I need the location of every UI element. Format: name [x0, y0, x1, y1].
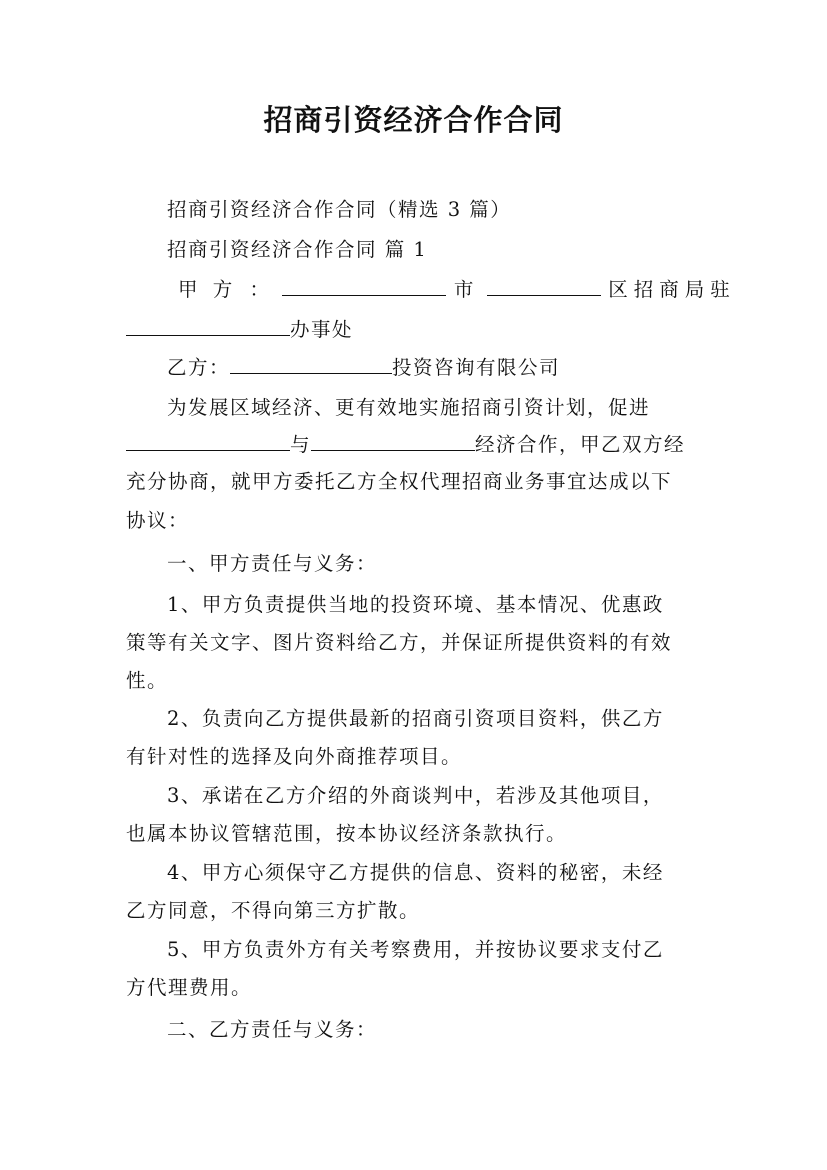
section-2-heading: 二、乙方责任与义务：: [167, 1018, 378, 1041]
party-a-char-2: 方: [212, 278, 234, 301]
party-a-office-blank: [126, 313, 290, 336]
party-a-office-label: 办事处: [290, 318, 354, 341]
party-a-colon: ：: [249, 278, 271, 301]
item-3-line-a: 3、承诺在乙方介绍的外商谈判中，若涉及其他项目，: [167, 784, 664, 807]
item-1-line-b: 策等有关文字、图片资料给乙方，并保证所提供资料的有效: [126, 631, 673, 654]
document-title: 招商引资经济合作合同: [263, 103, 564, 137]
article-heading: 招商引资经济合作合同 篇 1: [167, 238, 428, 261]
intro-line-4: 协议：: [126, 509, 190, 532]
party-a-char-1: 甲: [178, 278, 200, 301]
subtitle-line: 招商引资经济合作合同（精选 3 篇）: [167, 198, 512, 221]
party-b-label: 乙方：: [167, 356, 231, 379]
item-4-line-a: 4、甲方心须保守乙方提供的信息、资料的秘密，未经: [167, 861, 664, 884]
intro-line-3: 充分协商，就甲方委托乙方全权代理招商业务事宜达成以下: [126, 470, 673, 493]
item-5-line-a: 5、甲方负责外方有关考察费用，并按协议要求支付乙: [167, 938, 664, 961]
party-a-office-line: [126, 312, 706, 348]
party-a-name-blank: [282, 273, 446, 296]
party-b-blank: [230, 351, 392, 374]
party-a-city-label: 市: [453, 278, 475, 301]
item-2-line-b: 有针对性的选择及向外商推荐项目。: [126, 745, 463, 768]
party-b-company-label: 投资咨询有限公司: [392, 356, 561, 379]
party-a-line: [178, 272, 736, 308]
party-a-district-label: 区招商局驻: [608, 278, 736, 301]
item-5-line-b: 方代理费用。: [126, 976, 253, 999]
section-1-heading: 一、甲方责任与义务：: [167, 552, 378, 575]
item-1-line-a: 1、甲方负责提供当地的投资环境、基本情况、优惠政: [167, 593, 664, 616]
party-a-city-blank: [487, 273, 601, 296]
intro-line-1: 为发展区域经济、更有效地实施招商引资计划，促进: [167, 396, 651, 419]
intro-line-2-end: 经济合作，甲乙双方经: [475, 433, 686, 456]
intro-line-2: [126, 427, 706, 463]
item-2-line-a: 2、负责向乙方提供最新的招商引资项目资料，供乙方: [167, 707, 664, 730]
item-3-line-b: 也属本协议管辖范围，按本协议经济条款执行。: [126, 822, 568, 845]
intro-with: 与: [290, 433, 312, 456]
item-1-line-c: 性。: [126, 669, 169, 692]
party-b-line: [167, 350, 707, 386]
intro-blank-1: [126, 428, 290, 451]
intro-blank-2: [311, 428, 475, 451]
item-4-line-b: 乙方同意，不得向第三方扩散。: [126, 899, 421, 922]
